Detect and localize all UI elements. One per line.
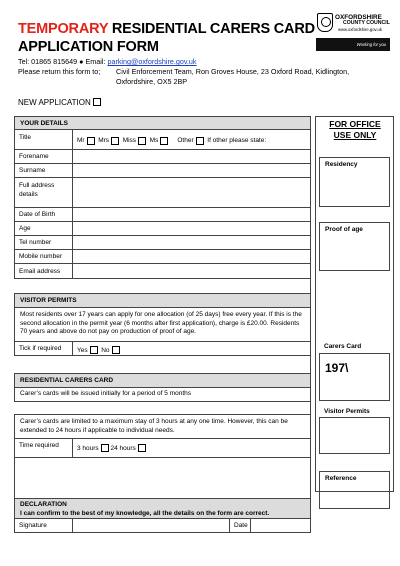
mobile-label <box>14 249 73 264</box>
visitor-options <box>72 341 311 356</box>
tel-text: Tel: 01865 815649 ● Email: <box>18 57 108 66</box>
carers-line1: Carer’s cards will be issued initially for a period of 5 months <box>14 387 311 402</box>
your-details-heading <box>14 116 311 130</box>
signature-label <box>14 518 73 533</box>
return-label: Please return this form to; <box>18 67 101 76</box>
three-hours-label: 3 hours <box>77 444 99 452</box>
carers-card-office-label: Carers Card <box>324 343 362 350</box>
twentyfour-hours-label: 24 hours <box>110 444 136 452</box>
address-line1: Civil Enforcement Team, Ron Groves House, 23 Oxford Road, Kidlington, <box>116 67 350 76</box>
address-field[interactable] <box>72 177 311 208</box>
section-rule-3 <box>310 401 311 415</box>
carers-line2: Carer’s cards are limited to a maximum stay of 3 hours at any one time. However, this can be extended to 24 hours if applicable to individual needs. <box>14 414 311 439</box>
tel-field[interactable] <box>72 235 311 250</box>
section-rule-4 <box>310 457 311 499</box>
proof-of-age-label: Proof of age <box>325 226 363 233</box>
declaration-title: DECLARATION <box>20 501 67 508</box>
title-label <box>14 129 73 150</box>
office-heading <box>320 119 390 141</box>
email-label <box>14 263 73 279</box>
no-checkbox[interactable] <box>112 346 120 354</box>
yes-checkbox[interactable] <box>90 346 98 354</box>
office-heading-line2: USE ONLY <box>333 130 377 140</box>
address-line2: Oxfordshire, OX5 2BP <box>116 77 188 86</box>
mobile-label-text: Mobile number <box>19 253 62 260</box>
office-heading-line1: FOR OFFICE <box>329 119 381 129</box>
email-link[interactable]: parking@oxfordshire.gov.uk <box>107 57 197 66</box>
title-ms: Ms <box>149 137 159 144</box>
signature-field[interactable] <box>72 518 230 533</box>
dob-label-text: Date of Birth <box>19 211 56 218</box>
logo-line3: www.oxfordshire.gov.uk <box>338 27 382 32</box>
date-label-text: Date <box>234 522 248 529</box>
form-title <box>18 20 315 56</box>
title-mr: Mr <box>77 137 85 144</box>
reference-label: Reference <box>325 475 357 482</box>
declaration-heading <box>14 498 311 519</box>
date-label <box>229 518 251 533</box>
visitor-permits-heading <box>14 293 311 308</box>
surname-field[interactable] <box>72 163 311 178</box>
new-application-checkbox[interactable] <box>93 98 101 106</box>
signature-label-text: Signature <box>19 522 47 529</box>
new-application <box>18 98 101 107</box>
miss-checkbox[interactable] <box>138 137 146 145</box>
your-details-heading-text: YOUR DETAILS <box>20 119 68 127</box>
carers-card-heading-text: RESIDENTIAL CARERS CARD <box>20 377 114 384</box>
tel-label <box>14 235 73 250</box>
forename-label <box>14 149 73 164</box>
carers-card-heading <box>14 373 311 388</box>
section-rule-2 <box>310 355 311 374</box>
time-label-text: Time required <box>19 442 59 449</box>
twentyfour-hours-checkbox[interactable] <box>138 444 146 452</box>
title-mrs: Mrs <box>98 137 110 144</box>
tel-label-text: Tel number <box>19 239 52 246</box>
email-label-text: Email address <box>19 267 61 275</box>
contact-line <box>18 57 197 67</box>
mobile-field[interactable] <box>72 249 311 264</box>
date-field[interactable] <box>250 518 311 533</box>
card-number: 197\ <box>325 361 349 375</box>
logo-tagline: Working for you <box>356 42 386 47</box>
time-options <box>72 438 311 458</box>
carers-card-box[interactable] <box>319 353 390 401</box>
dob-field[interactable] <box>72 207 311 222</box>
surname-label <box>14 163 73 178</box>
title-line2: APPLICATION FORM <box>18 39 159 55</box>
dob-label <box>14 207 73 222</box>
age-field[interactable] <box>72 221 311 236</box>
mr-checkbox[interactable] <box>87 137 95 145</box>
time-label <box>14 438 73 458</box>
visitor-permits-box[interactable] <box>319 417 390 454</box>
title-label-text: Title <box>19 134 32 141</box>
title-temporary: TEMPORARY <box>18 21 109 37</box>
email-field[interactable] <box>72 263 311 279</box>
logo-line2: COUNTY COUNCIL <box>343 20 390 26</box>
reference-box[interactable] <box>319 471 390 509</box>
yes-label: Yes <box>77 346 88 354</box>
title-rest: RESIDENTIAL CARERS CARD <box>108 21 315 37</box>
three-hours-checkbox[interactable] <box>101 444 109 452</box>
declaration-text: I can confirm to the best of my knowledge, all the details on the form are correct. <box>20 509 270 517</box>
title-options <box>72 129 311 150</box>
visitor-permits-heading-text: VISITOR PERMITS <box>20 297 77 304</box>
forename-label-text: Forename <box>19 153 49 160</box>
other-checkbox[interactable] <box>196 137 204 145</box>
title-other: Other <box>177 137 194 144</box>
visitor-permits-text: Most residents over 17 years can apply for one allocation (of 25 days) free every year. If this is the second allocation in the permit year (6 months after first application), charge is £20.00. Residents 70 years and above do not pay on production of proof of age. <box>14 307 311 342</box>
address-label <box>14 177 73 208</box>
council-logo <box>316 12 390 52</box>
logo-line1: OXFORDSHIRE <box>335 14 382 21</box>
ms-checkbox[interactable] <box>160 137 168 145</box>
forename-field[interactable] <box>72 149 311 164</box>
section-rule <box>310 278 311 294</box>
age-label-text: Age <box>19 225 31 232</box>
no-label: No <box>101 346 110 354</box>
crest-icon <box>317 13 333 32</box>
address-label-text: Full address details <box>19 182 55 198</box>
tick-label-text: Tick if required <box>19 345 62 352</box>
visitor-permits-office-label: Visitor Permits <box>324 408 370 415</box>
surname-label-text: Surname <box>19 167 46 174</box>
mrs-checkbox[interactable] <box>111 137 119 145</box>
proof-of-age-box[interactable] <box>319 222 390 271</box>
new-application-label: NEW APPLICATION <box>18 98 91 107</box>
section-rule-5 <box>14 457 15 499</box>
title-other-state: If other please state: <box>207 137 267 144</box>
residency-label: Residency <box>325 161 358 168</box>
tick-label <box>14 341 73 356</box>
residency-box[interactable] <box>319 157 390 207</box>
title-miss: Miss <box>122 137 137 144</box>
age-label <box>14 221 73 236</box>
